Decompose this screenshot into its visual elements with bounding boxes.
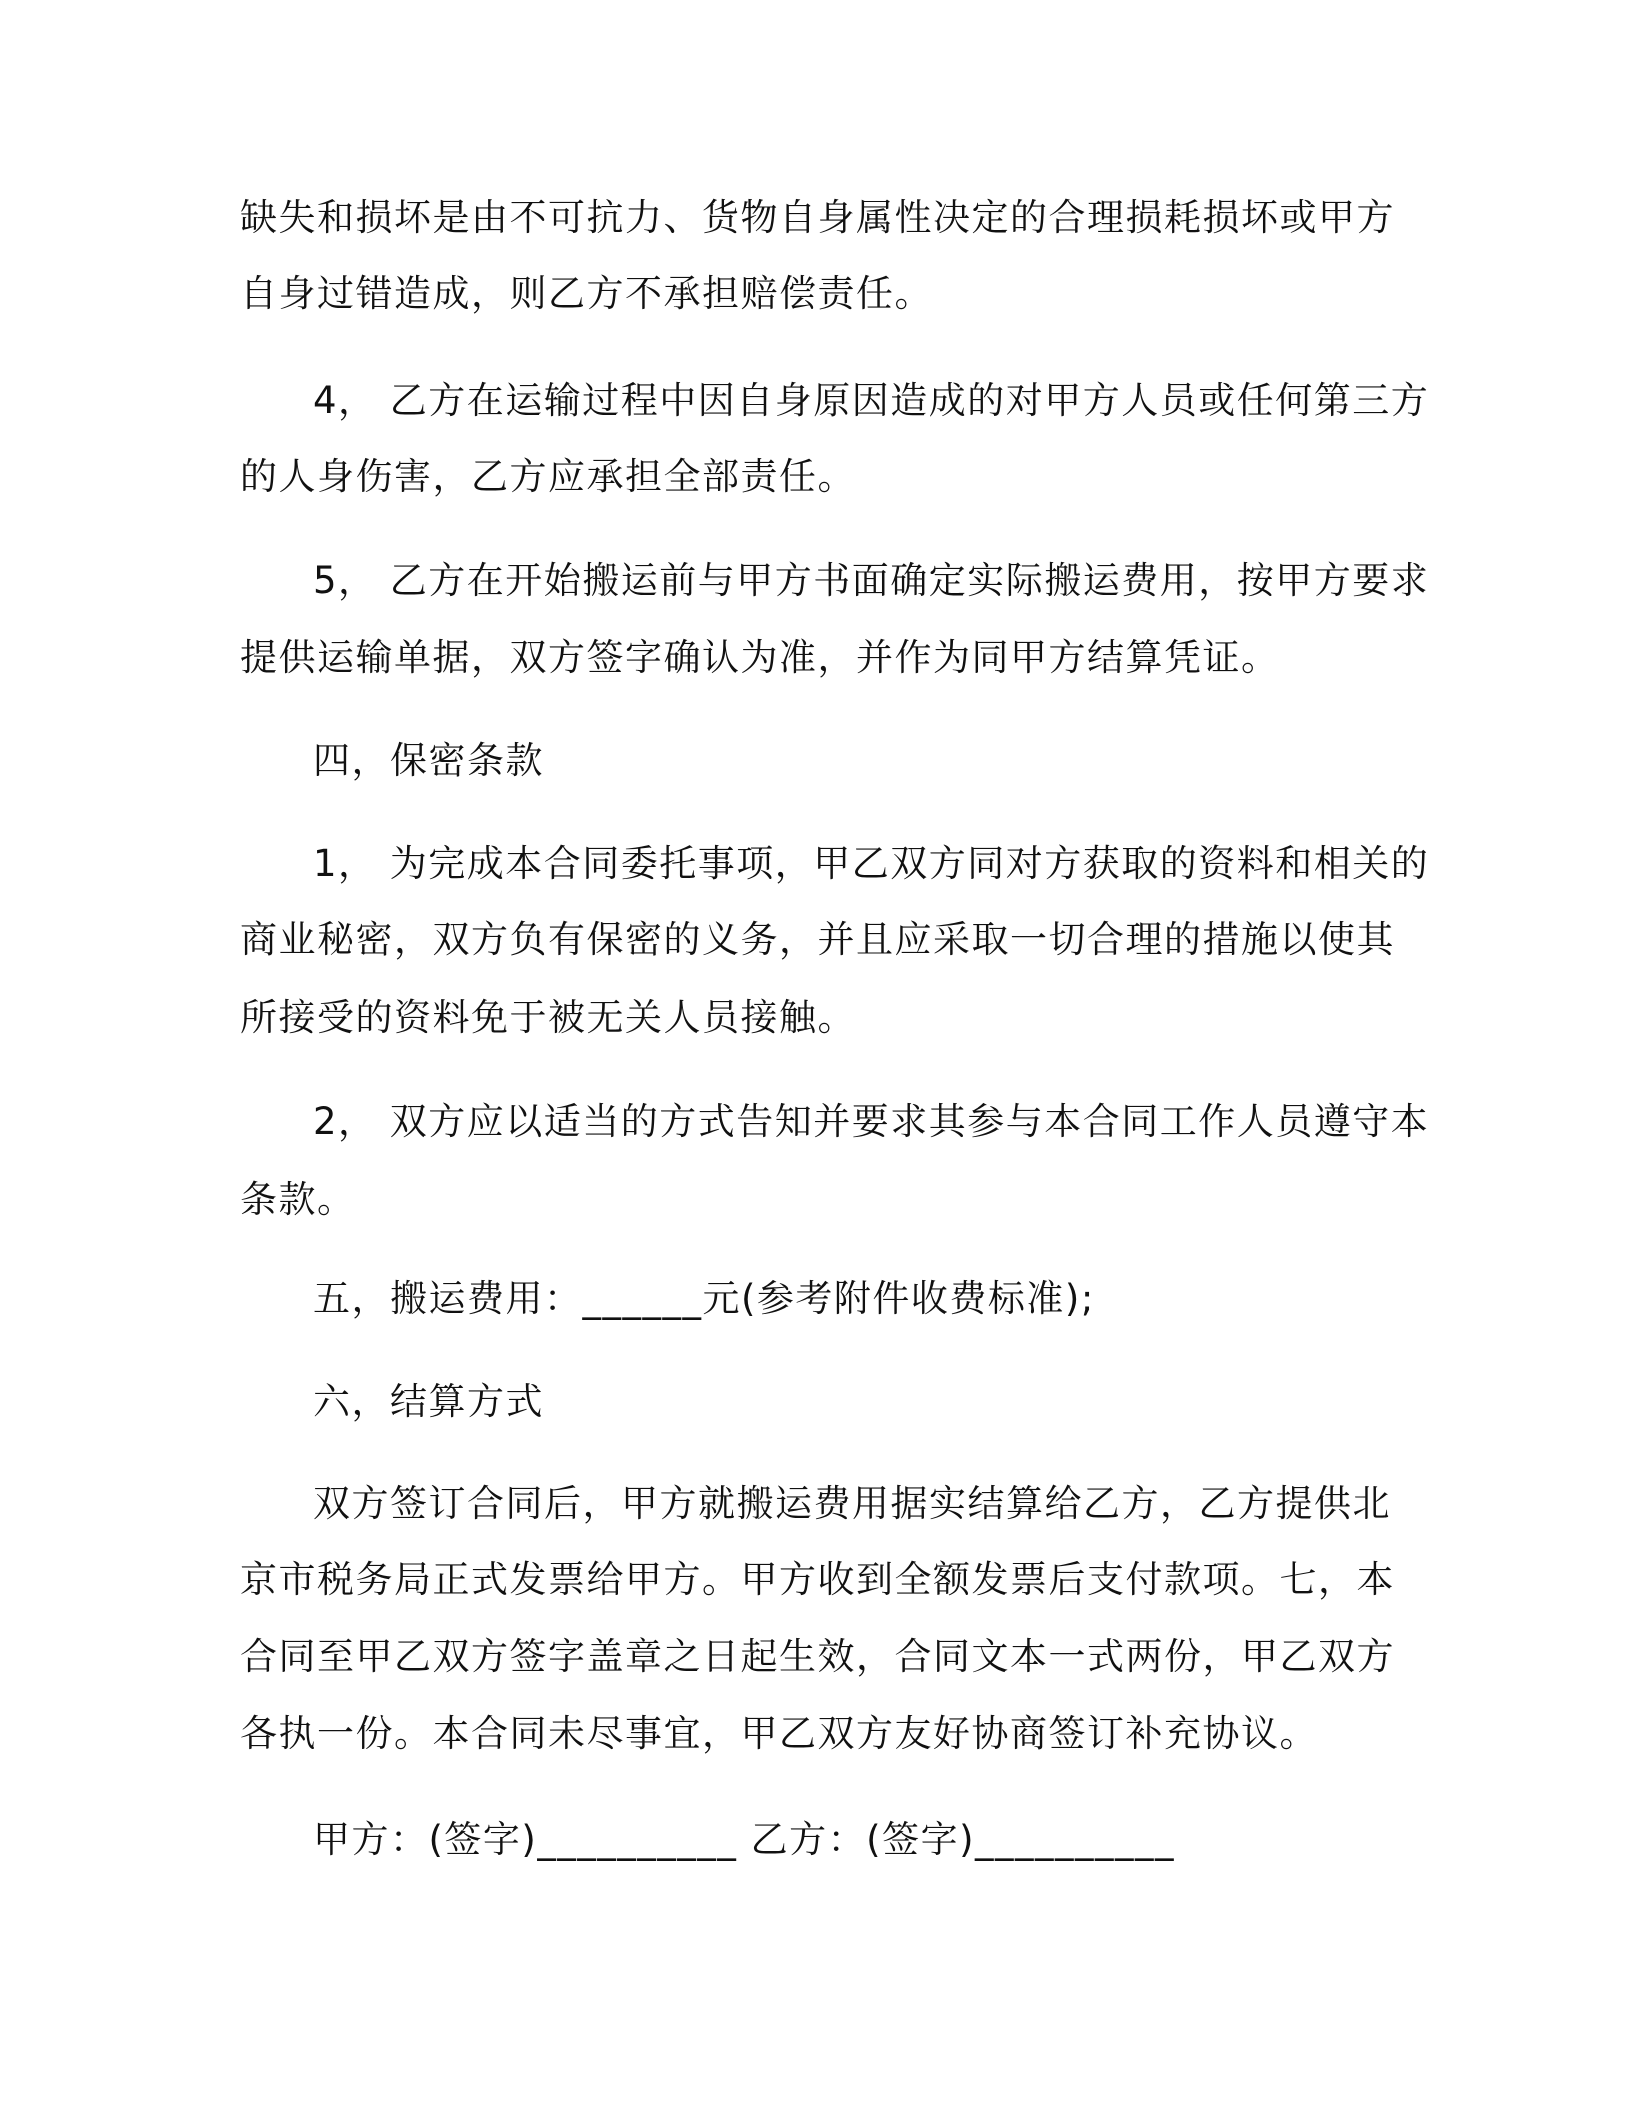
paragraph-line: 缺失和损坏是由不可抗力、货物自身属性决定的合理损耗损坏或甲方	[240, 196, 1395, 239]
paragraph-line: 的人身伤害，乙方应承担全部责任。	[240, 455, 856, 498]
paragraph-line: 自身过错造成，则乙方不承担赔偿责任。	[240, 272, 933, 315]
clause-4-line: 4， 乙方在运输过程中因自身原因造成的对甲方人员或任何第三方	[313, 379, 1430, 422]
settlement-paragraph-line: 双方签订合同后，甲方就搬运费用据实结算给乙方，乙方提供北	[313, 1482, 1391, 1525]
section-heading-confidentiality: 四，保密条款	[313, 739, 544, 782]
section-heading-fees: 五，搬运费用：______元(参考附件收费标准);	[313, 1277, 1095, 1320]
paragraph-line: 条款。	[240, 1178, 356, 1221]
paragraph-line: 商业秘密，双方负有保密的义务，并且应采取一切合理的措施以使其	[240, 918, 1395, 961]
clause-1-line: 1， 为完成本合同委托事项，甲乙双方同对方获取的资料和相关的	[313, 842, 1430, 885]
clause-2-line: 2， 双方应以适当的方式告知并要求其参与本合同工作人员遵守本	[313, 1100, 1430, 1143]
clause-5-line: 5， 乙方在开始搬运前与甲方书面确定实际搬运费用，按甲方要求	[313, 559, 1430, 602]
paragraph-line: 京市税务局正式发票给甲方。甲方收到全额发票后支付款项。七，本	[240, 1558, 1395, 1601]
paragraph-line: 所接受的资料免于被无关人员接触。	[240, 996, 856, 1039]
paragraph-line: 提供运输单据，双方签字确认为准，并作为同甲方结算凭证。	[240, 636, 1280, 679]
section-heading-settlement: 六，结算方式	[313, 1380, 544, 1423]
paragraph-line: 各执一份。本合同未尽事宜，甲乙双方友好协商签订补充协议。	[240, 1712, 1318, 1755]
paragraph-line: 合同至甲乙双方签字盖章之日起生效，合同文本一式两份，甲乙双方	[240, 1635, 1395, 1678]
signature-line: 甲方：(签字)__________ 乙方：(签字)__________	[313, 1818, 1176, 1861]
